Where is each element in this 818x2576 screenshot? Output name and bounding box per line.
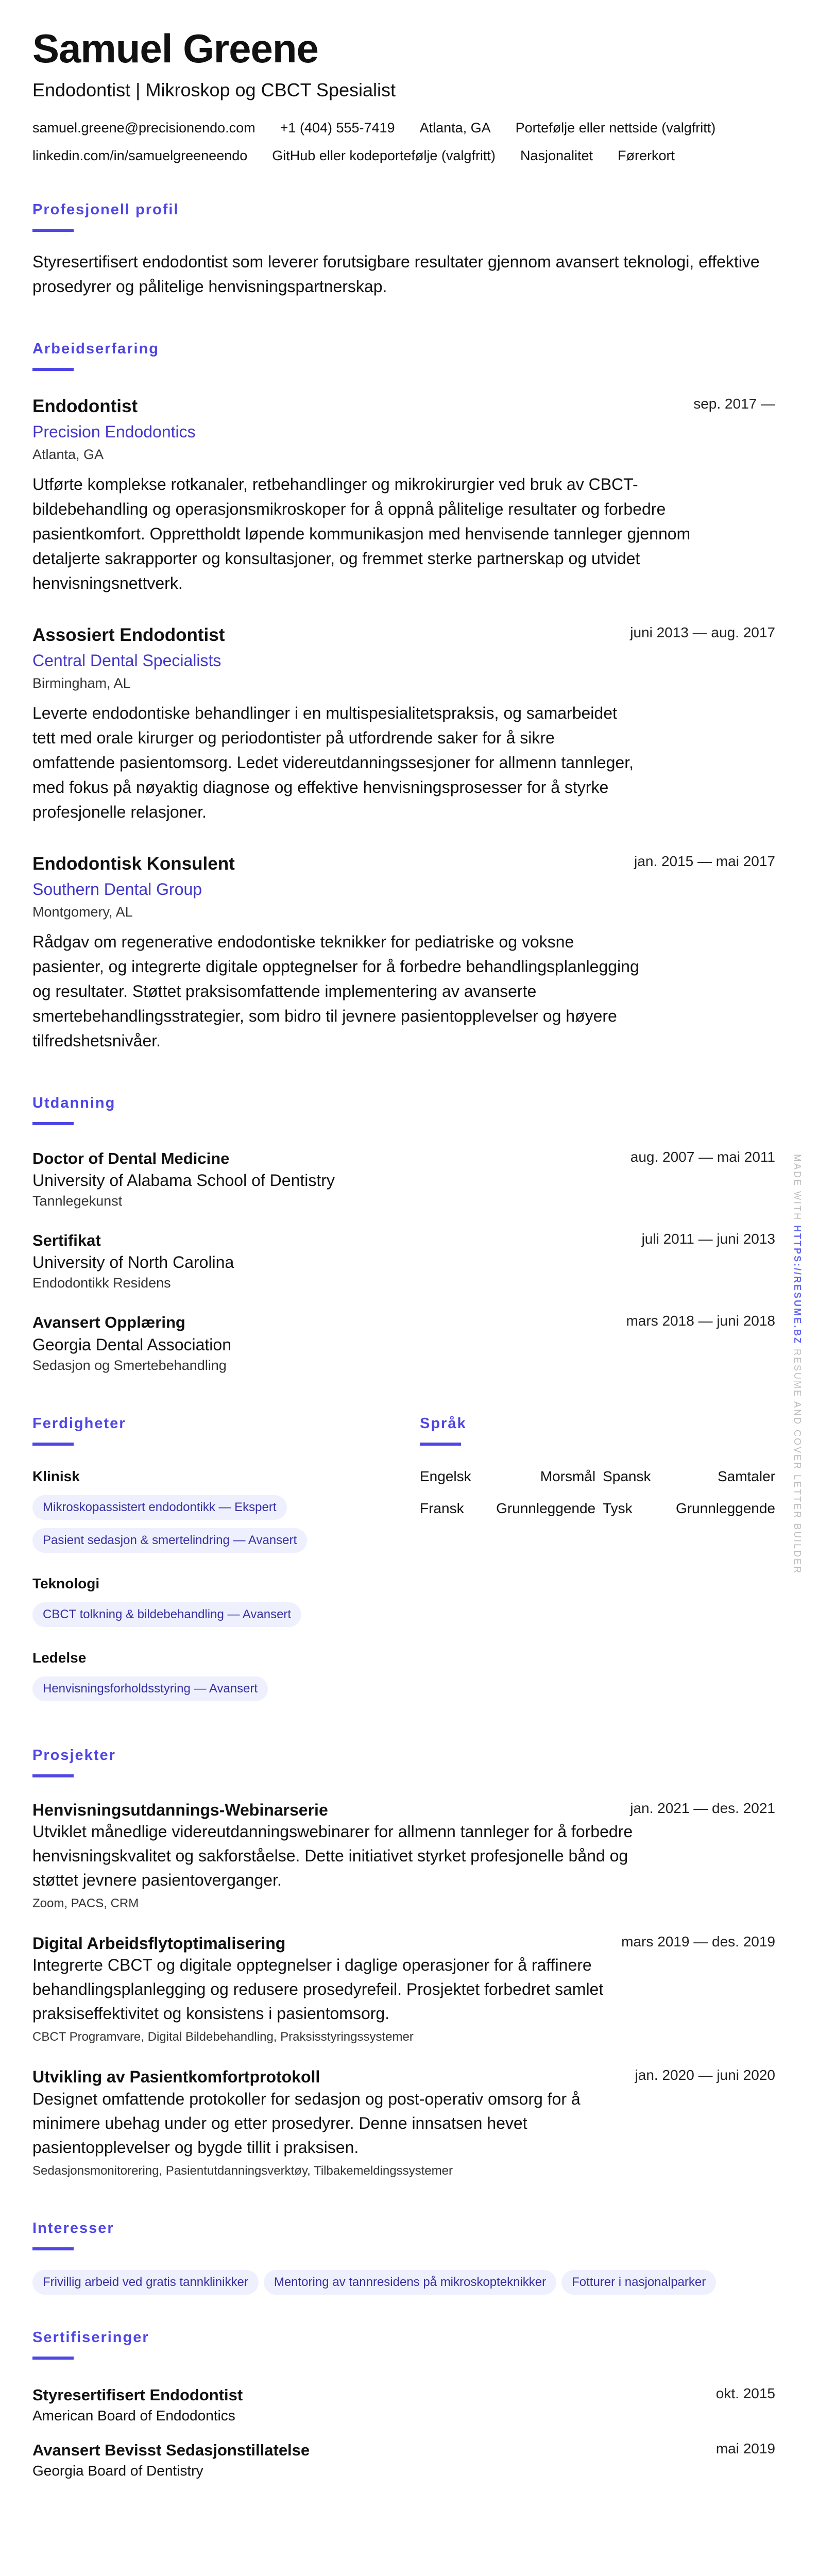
experience-item [32,853,775,1053]
field: Sedasjon og Smertebehandling [32,1357,227,1373]
section-heading: Profesjonell profil [32,201,179,218]
job-title: Assosiert Endodontist [32,624,225,645]
company: Central Dental Specialists [32,651,221,670]
job-title: Endodontist [32,396,138,416]
certification-title: Styresertifisert Endodontist [32,2385,243,2404]
job-date: jan. 2015 — mai 2017 [634,853,775,869]
nationality: Nasjonalitet [520,147,593,163]
experience-item [32,624,775,824]
education-date: aug. 2007 — mai 2011 [630,1148,775,1165]
job-description: Leverte endodontiske behandlinger i en multispesialitetspraksis, og samarbeidet tett med orale kirurger og periodontister på utfordrende saker for å sikre omfattende pasientomsorg. Ledet videreutdanningssesjoner for allmenn tannleger, med fokus på nøyaktig diagnose og effektive henvisningsprosesser for å styrke profesjonelle relasjoner. [32,703,634,821]
watermark-suffix: RESUME AND COVER LETTER BUILDER [792,1349,803,1575]
job-title: Endodontisk Konsulent [32,853,235,874]
heading-underline [32,229,74,232]
certification-date: mai 2019 [715,2440,775,2456]
section-heading: Ferdigheter [32,1415,126,1432]
skill-tag: Mikroskopassistert endodontikk — Ekspert [32,1495,287,1520]
profile-text: Styresertifisert endodontist som leverer forutsigbare resultater gjennom avansert teknologi, effektive prosedyrer og pålitelige henvisningspartnerskap. [32,252,760,296]
section-heading: Språk [420,1415,467,1432]
job-location: Montgomery, AL [32,904,133,920]
github-link[interactable]: GitHub eller kodeportefølje (valgfritt) [272,147,496,163]
interest-tag: Mentoring av tannresidens på mikroskopteknikker [264,2270,556,2295]
certifications-section [32,2329,775,2479]
degree: Sertifikat [32,1231,101,1250]
section-heading: Utdanning [32,1094,116,1111]
project-tech: Sedasjonsmonitorering, Pasientutdanningsverktøy, Tilbakemeldingssystemer [32,2163,453,2178]
school: University of Alabama School of Dentistry [32,1171,335,1190]
phone: +1 (404) 555-7419 [280,120,395,135]
degree: Avansert Opplæring [32,1313,185,1332]
project-title: Utvikling av Pasientkomfortprotokoll [32,2067,320,2087]
section-heading: Interesser [32,2219,114,2236]
education-date: mars 2018 — juni 2018 [626,1313,775,1329]
candidate-name: Samuel Greene [32,26,318,71]
skill-group [32,1575,393,1635]
section-heading: Arbeidserfaring [32,340,159,357]
heading-underline [32,2247,74,2250]
language-list [420,1468,775,1517]
projects-section [32,1747,775,2178]
interest-tag: Fotturer i nasjonalparker [561,2270,716,2295]
linkedin-link[interactable]: linkedin.com/in/samuelgreeneendo [32,147,248,163]
heading-underline [32,1774,74,1777]
education-section [32,1094,775,1374]
field: Tannlegekunst [32,1193,123,1209]
section-heading: Sertifiseringer [32,2329,149,2346]
skill-group-name: Teknologi [32,1575,100,1591]
section-heading: Prosjekter [32,1747,116,1764]
skills-languages-row [32,1415,775,1709]
job-location: Birmingham, AL [32,675,131,691]
language-level: Morsmål [540,1468,596,1484]
project-item [32,1800,775,1911]
skill-tag: CBCT tolkning & bildebehandling — Avansert [32,1602,301,1627]
school: University of North Carolina [32,1253,234,1272]
degree: Doctor of Dental Medicine [32,1149,230,1167]
watermark-link[interactable]: HTTPS://RESUME.BZ [792,1225,803,1345]
language-level: Grunnleggende [675,1500,775,1516]
profile-section [32,201,775,299]
job-date: juni 2013 — aug. 2017 [630,624,775,640]
skill-group [32,1468,393,1561]
project-description: Designet omfattende protokoller for sedasjon og post-operativ omsorg for å minimere ubehag under og etter prosedyrer. Denne innsatsen hevet pasientopplevelser og bygde tillit i praksisen. [32,2089,581,2157]
heading-underline [32,1443,74,1446]
candidate-title: Endodontist | Mikroskop og CBCT Spesialist [32,79,396,100]
certification-title: Avansert Bevisst Sedasjonstillatelse [32,2441,310,2459]
experience-section [32,340,775,1053]
skill-group-name: Ledelse [32,1649,87,1666]
language-level: Grunnleggende [496,1500,596,1516]
project-date: jan. 2020 — juni 2020 [635,2067,775,2083]
project-description: Utviklet månedlige videreutdanningswebinarer for allmenn tannleger for å forbedre henvisningskvalitet og sakforståelse. Dette initiativet styrket profesjonelle bånd og støttet jevnere pasientoverganger. [32,1822,633,1889]
field: Endodontikk Residens [32,1275,171,1291]
heading-underline [32,1122,74,1125]
interests-section [32,2219,775,2303]
education-item [32,1313,775,1373]
certification-issuer: Georgia Board of Dentistry [32,2463,203,2479]
experience-item [32,396,775,596]
company: Precision Endodontics [32,422,196,441]
project-date: jan. 2021 — des. 2021 [630,1800,775,1816]
company: Southern Dental Group [32,879,202,899]
contact-list [32,118,785,174]
interest-list [32,2270,775,2303]
project-date: mars 2019 — des. 2019 [621,1933,775,1950]
project-tech: CBCT Programvare, Digital Bildebehandling, Praksisstyringssystemer [32,2030,414,2044]
education-date: juli 2011 — juni 2013 [641,1231,775,1247]
skill-group [32,1650,393,1709]
interest-tag: Frivillig arbeid ved gratis tannklinikker [32,2270,259,2295]
school: Georgia Dental Association [32,1335,231,1354]
watermark-prefix: MADE WITH [792,1154,803,1221]
project-item [32,2067,775,2178]
language-name: Engelsk [420,1468,471,1484]
project-title: Digital Arbeidsflytoptimalisering [32,1934,286,1953]
language-name: Fransk [420,1500,464,1516]
skills-section [32,1415,393,1709]
job-date: sep. 2017 — [693,395,775,412]
drivers-license: Førerkort [618,147,675,163]
project-item [32,1934,775,2044]
location: Atlanta, GA [419,120,491,135]
skill-tag: Pasient sedasjon & smertelindring — Avansert [32,1528,307,1553]
project-description: Integrerte CBCT og digitale opptegnelser i daglige operasjoner for å raffinere behandlingsplanlegging og redusere prosedyrefeil. Prosjektet forbedret samlet praksiseffektivitet og konsistens i pasientomsorg. [32,1956,604,2023]
certification-item [32,2385,775,2424]
skill-tag: Henvisningsforholdsstyring — Avansert [32,1676,268,1701]
portfolio-link[interactable]: Portefølje eller nettside (valgfritt) [515,120,716,135]
heading-underline [420,1443,461,1446]
job-description: Utførte komplekse rotkanaler, retbehandlinger og mikrokirurgier ved bruk av CBCT-bildebehandling og operasjonsmikroskoper for å oppnå pålitelige resultater og forbedre pasientkomfort. Opprettholdt løpende kommunikasjon med henvisende tannleger gjennom detaljerte sakrapporter og konsultasjoner, og fremmet sterke partnerskap og utvidet henvisningsnettverk. [32,474,691,592]
language-name: Tysk [603,1500,633,1516]
certification-issuer: American Board of Endodontics [32,2407,235,2424]
heading-underline [32,2357,74,2360]
language-level: Samtaler [717,1468,775,1484]
heading-underline [32,368,74,371]
email-link[interactable]: samuel.greene@precisionendo.com [32,120,255,135]
skill-group-name: Klinisk [32,1468,80,1484]
watermark [792,1154,803,1574]
language-name: Spansk [603,1468,651,1484]
job-description: Rådgav om regenerative endodontiske teknikker for pediatriske og voksne pasienter, og integrerte digitale opptegnelser for å forbedre behandlingsplanlegging og resultater. Støttet praksisomfattende implementering av avanserte smertebehandlingsstrategier, som bidro til jevnere pasientopplevelser og høyere tilfredshetsnivåer. [32,932,639,1050]
education-item [32,1149,775,1209]
education-item [32,1231,775,1291]
project-title: Henvisningsutdannings-Webinarserie [32,1800,328,1819]
certification-date: okt. 2015 [715,2385,775,2401]
languages-section [420,1415,775,1709]
job-location: Atlanta, GA [32,446,104,462]
certification-item [32,2441,775,2479]
project-tech: Zoom, PACS, CRM [32,1896,139,1910]
